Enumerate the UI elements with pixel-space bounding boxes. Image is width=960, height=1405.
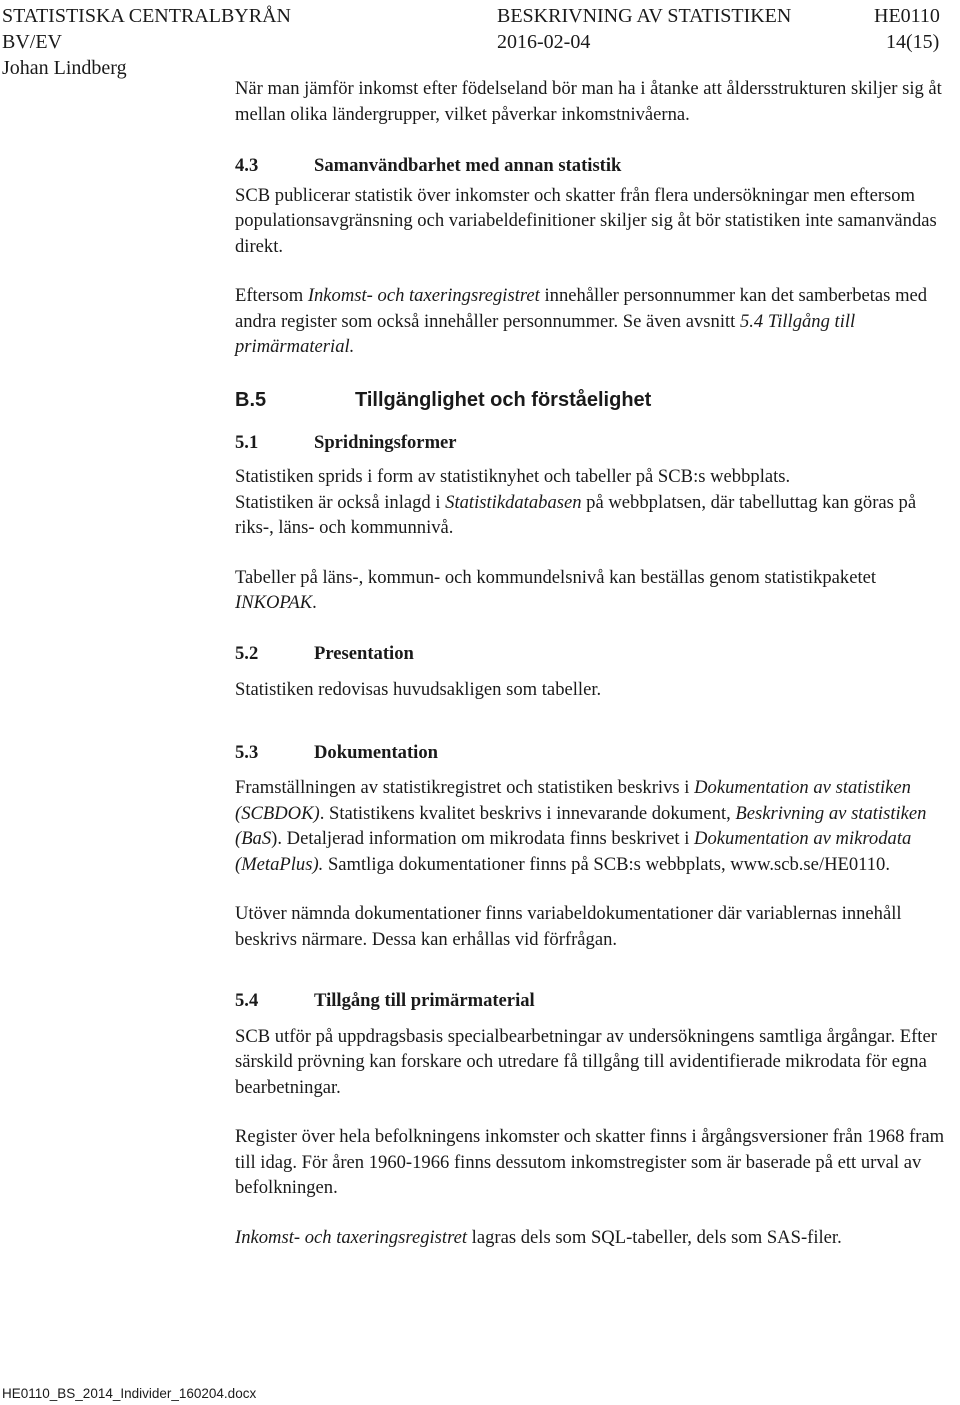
text-run: på webbplatsen, där tabelluttag kan göras på riks-, läns- och kommunnivå.: [235, 491, 917, 538]
register-name: Inkomst- och taxeringsregistret: [307, 285, 540, 306]
intro-paragraph: När man jämför inkomst efter födelseland bör man ha i åtanke att åldersstrukturen skiljer sig åt mellan olika ländergrupper, vilket påverkar inkomstnivåerna.: [235, 78, 942, 125]
database-name: Statistikdatabasen: [445, 491, 582, 513]
text-run: Statistiken är också inlagd i: [235, 491, 446, 513]
text-run: . Statistikens kvalitet beskrivs i innevarande dokument,: [319, 802, 736, 824]
section-heading-5-1: [235, 430, 947, 456]
text-run: innehåller personnummer kan det samberbetas med andra register som också innehåller personnummer. Se även avsnitt: [235, 285, 928, 332]
section-number: 5.1: [235, 431, 259, 453]
header-doc-code: HE0110: [874, 5, 940, 27]
section-number: B.5: [235, 388, 267, 411]
section-title: Dokumentation: [314, 741, 438, 763]
header-author: Johan Lindberg: [2, 57, 127, 79]
section-title: Tillgänglighet och förståelighet: [355, 388, 652, 411]
paragraph-5-4-1: SCB utför på uppdragsbasis specialbearbetningar av undersökningens samtliga årgångar. Efter särskild prövning kan forskare och utredare få tillgång till avidentifierade mikrodata för egna bearbetningar.: [235, 1025, 937, 1098]
section-number: 5.3: [235, 741, 259, 763]
paragraph-5-4-2: Register över hela befolkningens inkomster och skatter finns i årgångsversioner från 1968 fram till idag. För åren 1960-1966 finns dessutom inkomstregister som är baserade på ett urval av befolkningen.: [235, 1126, 945, 1198]
paragraph-5-3-1: [235, 775, 947, 877]
paragraph-5-3-2: Utöver nämnda dokumentationer finns variabeldokumentationer där variablernas innehåll beskrivs närmare. Dessa kan erhållas vid förfrågan.: [235, 903, 902, 950]
section-number: 4.3: [235, 155, 259, 176]
header-date: 2016-02-04: [497, 31, 591, 53]
text-run: Eftersom: [235, 285, 308, 306]
header-dept: BV/EV: [2, 31, 62, 53]
header-page-number: 14(15): [886, 31, 940, 53]
section-heading-5-4: [235, 988, 947, 1014]
document-body: [235, 76, 947, 1250]
text-run: Framställningen av statistikregistret och statistiken beskrivs i: [235, 777, 695, 798]
text-run: .: [312, 592, 317, 613]
section-heading-b5: [235, 387, 947, 413]
document-title: Beskrivning av statistiken (BaS: [235, 802, 927, 849]
paragraph-5-4-3: [235, 1225, 947, 1251]
document-title: Dokumentation av statistiken (SCBDOK): [235, 777, 911, 824]
section-reference: 5.4 Tillgång till primärmaterial.: [235, 310, 856, 357]
section-heading-5-2: [235, 641, 947, 667]
paragraph-5-2-1: Statistiken redovisas huvudsakligen som tabeller.: [235, 679, 602, 700]
paragraph-5-1-3: [235, 565, 947, 616]
package-name: INKOPAK: [235, 592, 313, 613]
header-doc-type: BESKRIVNING AV STATISTIKEN: [497, 5, 792, 27]
section-number: 5.4: [235, 990, 259, 1011]
footer-filename: HE0110_BS_2014_Individer_160204.docx: [2, 1386, 257, 1401]
section-number: 5.2: [235, 642, 259, 664]
section-title: Tillgång till primärmaterial: [314, 990, 535, 1011]
text-run: lagras dels som SQL-tabeller, dels som SAS-filer.: [467, 1226, 842, 1248]
section-title: Samanvändbarhet med annan statistik: [314, 155, 622, 176]
section-title: Presentation: [314, 642, 414, 664]
text-run: Samtliga dokumentationer finns på SCB:s webbplats, www.scb.se/HE0110.: [323, 853, 890, 875]
section-heading-4-3: [235, 153, 947, 179]
paragraph-4-3-2: [235, 283, 947, 360]
section-heading-5-3: [235, 740, 947, 766]
header-org: STATISTISKA CENTRALBYRÅN: [2, 5, 291, 27]
paragraph-4-3-1: SCB publicerar statistik över inkomster och skatter från flera undersökningar men eftersom populationsavgränsning och variabeldefinitioner skiljer sig åt bör statistiken inte samanvändas direkt.: [235, 184, 937, 257]
register-name: Inkomst- och taxeringsregistret: [235, 1226, 468, 1248]
paragraph-5-1-1: Statistiken sprids i form av statistiknyhet och tabeller på SCB:s webbplats.: [235, 466, 791, 487]
text-run: ). Detaljerad information om mikrodata finns beskrivet i: [271, 828, 695, 849]
section-title: Spridningsformer: [314, 431, 457, 453]
text-run: Tabeller på läns-, kommun- och kommundelsnivå kan beställas genom statistikpaketet: [235, 566, 877, 588]
paragraph-5-1-2: [235, 490, 947, 541]
document-title: Dokumentation av mikrodata (MetaPlus).: [235, 828, 912, 875]
